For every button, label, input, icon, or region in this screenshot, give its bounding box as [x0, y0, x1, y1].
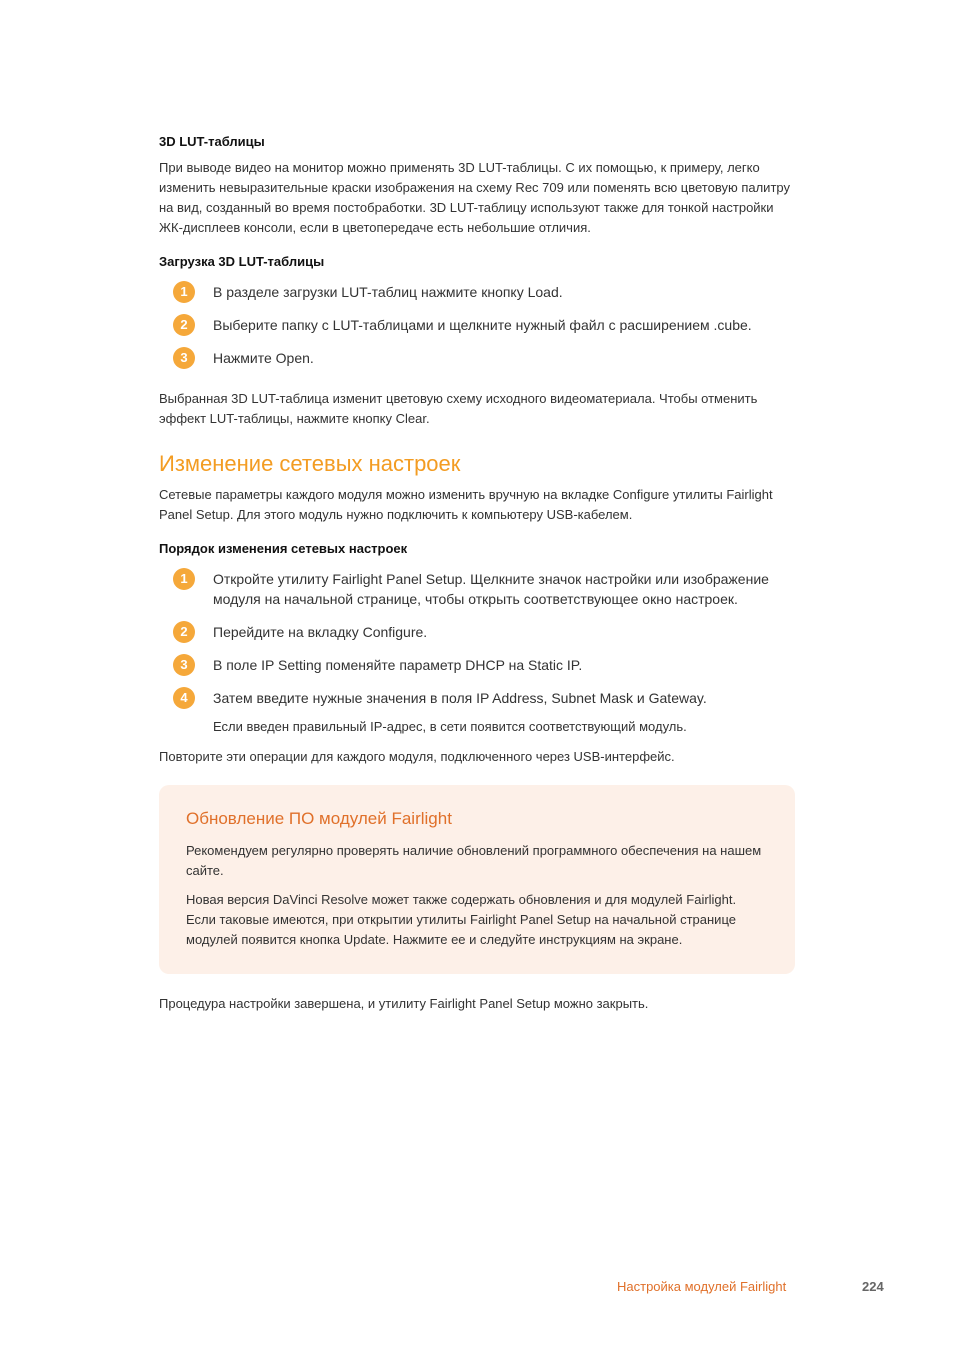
network-section-title: Изменение сетевых настроек: [159, 451, 461, 476]
step-text: Выберите папку с LUT-таблицами и щелкните нужный файл с расширением .cube.: [213, 317, 752, 333]
list-item: [159, 282, 795, 302]
footer-page-number: 224: [862, 1279, 884, 1294]
footer-chapter-title: Настройка модулей Fairlight: [617, 1279, 787, 1294]
list-item: [159, 655, 795, 675]
step-number-badge: 1: [173, 568, 195, 590]
list-item: [159, 622, 795, 642]
update-callout: [159, 785, 795, 974]
lut-paragraph: При выводе видео на монитор можно применять 3D LUT-таблицы. С их помощью, к примеру, легко изменить невыразительные краски изображения на схему Rec 709 или поменять всю цветовую палитру на вид, созданный во время постобработки. 3D LUT-таблицу используют также для тонкой настройки ЖК-дисплеев консоли, если в цветопередаче есть небольшие отличия.: [159, 160, 790, 235]
step-text: Откройте утилиту Fairlight Panel Setup. Щелкните значок настройки или изображение модуля на начальной странице, чтобы открыть соответствующее окно настроек.: [213, 571, 769, 607]
step-number-badge: 1: [173, 281, 195, 303]
lut-heading: 3D LUT-таблицы: [159, 134, 265, 149]
network-subheading: Порядок изменения сетевых настроек: [159, 541, 408, 556]
step-number-badge: 2: [173, 314, 195, 336]
callout-paragraph-2: Новая версия DaVinci Resolve может также содержать обновления и для модулей Fairlight. Если таковые имеются, при открытии утилиты Fairlight Panel Setup на начальной странице модулей появится кнопка Update. Нажмите ее и следуйте инструкциям на экране.: [186, 892, 737, 947]
callout-title: Обновление ПО модулей Fairlight: [186, 809, 452, 828]
list-item: [159, 569, 795, 609]
load-lut-steps: [159, 282, 795, 368]
step-number-badge: 2: [173, 621, 195, 643]
network-steps: [159, 569, 795, 708]
network-after: Повторите эти операции для каждого модуля, подключенного через USB-интерфейс.: [159, 749, 675, 764]
step-text: Нажмите Open.: [213, 350, 314, 366]
step-number-badge: 3: [173, 654, 195, 676]
page-content: [159, 132, 795, 1014]
step-note: Если введен правильный IP-адрес, в сети появится соответствующий модуль.: [213, 719, 687, 734]
step-number-badge: 4: [173, 687, 195, 709]
step-text: Перейдите на вкладку Configure.: [213, 624, 428, 640]
step-text: В поле IP Setting поменяйте параметр DHCP на Static IP.: [213, 657, 583, 673]
load-lut-heading: Загрузка 3D LUT-таблицы: [159, 254, 325, 269]
list-item: [159, 688, 795, 708]
list-item: [159, 315, 795, 335]
step-number-badge: 3: [173, 347, 195, 369]
list-item: [159, 348, 795, 368]
load-lut-after: Выбранная 3D LUT-таблица изменит цветовую схему исходного видеоматериала. Чтобы отменить эффект LUT-таблицы, нажмите кнопку Clear.: [159, 391, 758, 426]
step-text: Затем введите нужные значения в поля IP Address, Subnet Mask и Gateway.: [213, 690, 707, 706]
callout-paragraph-1: Рекомендуем регулярно проверять наличие обновлений программного обеспечения на нашем сайте.: [186, 843, 762, 878]
step-text: В разделе загрузки LUT-таблиц нажмите кнопку Load.: [213, 284, 563, 300]
closing-paragraph: Процедура настройки завершена, и утилиту Fairlight Panel Setup можно закрыть.: [159, 996, 649, 1011]
network-intro: Сетевые параметры каждого модуля можно изменить вручную на вкладке Configure утилиты Fairlight Panel Setup. Для этого модуль нужно подключить к компьютеру USB-кабелем.: [159, 487, 773, 522]
